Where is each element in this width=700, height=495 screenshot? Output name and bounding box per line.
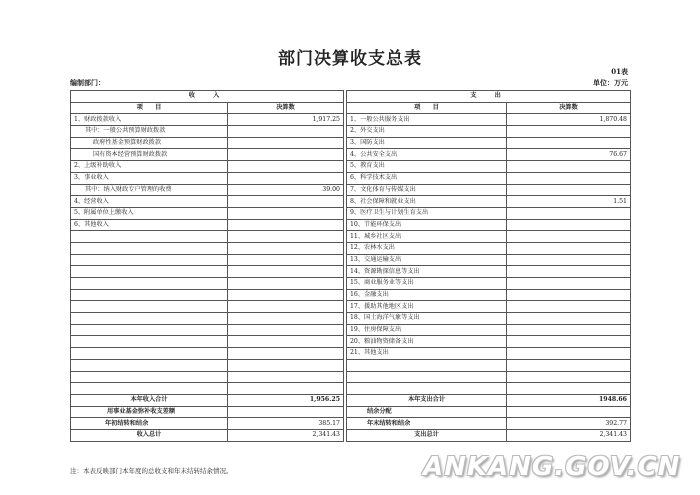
surplus-label: 结余分配 — [347, 406, 507, 418]
income-item-value — [228, 149, 344, 161]
income-item-value — [228, 126, 344, 138]
income-item-label: 6、其他收入 — [71, 219, 228, 231]
expense-item-label: 7、文化体育与传媒支出 — [347, 184, 507, 196]
table-row — [71, 266, 631, 278]
fund-value — [228, 406, 344, 418]
income-item-label — [71, 278, 228, 290]
income-item-label: 2、上级补助收入 — [71, 161, 228, 173]
income-item-value — [228, 348, 344, 360]
expense-item-label: 18、国土海洋气象等支出 — [347, 313, 507, 325]
income-total-value: 1,956.25 — [228, 394, 344, 406]
expense-item-label — [347, 371, 507, 383]
income-item-label — [71, 254, 228, 266]
income-item-value — [228, 301, 344, 313]
income-item-label — [71, 383, 228, 395]
expense-item-value — [507, 266, 631, 278]
income-item-value — [228, 172, 344, 184]
expense-item-value — [507, 383, 631, 395]
row-annual-total — [71, 394, 631, 406]
expense-item-value — [507, 348, 631, 360]
expense-item-label: 12、农林水支出 — [347, 242, 507, 254]
table-row — [71, 242, 631, 254]
expense-item-label — [347, 383, 507, 395]
expense-item-value — [507, 126, 631, 138]
expense-item-value — [507, 289, 631, 301]
expense-item-label: 11、城乡社区支出 — [347, 231, 507, 243]
income-item-value — [228, 137, 344, 149]
income-item-label — [71, 336, 228, 348]
end-label: 年末结转和结余 — [347, 418, 507, 430]
expense-item-label: 6、科学技术支出 — [347, 172, 507, 184]
table-row — [71, 348, 631, 360]
expense-item-label: 19、住房保障支出 — [347, 324, 507, 336]
compiler-label: 编制部门： — [70, 78, 105, 87]
income-item-label — [71, 324, 228, 336]
income-item-value — [228, 324, 344, 336]
income-item-value — [228, 242, 344, 254]
expense-amount-header: 决算数 — [507, 102, 631, 114]
income-amount-header: 决算数 — [228, 102, 344, 114]
expense-item-label: 16、金融支出 — [347, 289, 507, 301]
table-row — [71, 149, 631, 161]
expense-item-label: 13、交通运输支出 — [347, 254, 507, 266]
income-item-value — [228, 266, 344, 278]
page-title: 部门决算收支总表 — [278, 49, 422, 69]
income-item-label: 4、经营收入 — [71, 196, 228, 208]
expense-item-value — [507, 371, 631, 383]
income-item-value — [228, 254, 344, 266]
budget-summary-table — [70, 90, 631, 442]
income-item-value — [228, 383, 344, 395]
income-item-label: 1、财政拨款收入 — [71, 114, 228, 126]
income-item-value — [228, 313, 344, 325]
expense-item-label: 10、节能环保支出 — [347, 219, 507, 231]
income-item-header: 项 目 — [71, 102, 228, 114]
expense-item-label: 5、教育支出 — [347, 161, 507, 173]
table-row — [71, 184, 631, 196]
row-grand-total — [71, 429, 631, 441]
expense-item-value — [507, 172, 631, 184]
watermark-logo: ANKANG.GOV.CN — [423, 452, 681, 482]
footnote: 注：本表反映部门本年度的总收支和年末结转结余情况。 — [70, 467, 233, 475]
table-row — [71, 137, 631, 149]
expense-item-value — [507, 324, 631, 336]
begin-value: 385.17 — [228, 418, 344, 430]
income-item-value — [228, 196, 344, 208]
expense-item-label: 20、粮油物资储备支出 — [347, 336, 507, 348]
income-item-value — [228, 231, 344, 243]
expense-item-label: 15、商业服务业等支出 — [347, 278, 507, 290]
expense-item-label: 14、资源勘探信息等支出 — [347, 266, 507, 278]
income-item-value — [228, 161, 344, 173]
table-row — [71, 231, 631, 243]
expense-item-value — [507, 161, 631, 173]
header-row-columns — [71, 102, 631, 114]
table-row — [71, 278, 631, 290]
end-value: 392.77 — [507, 418, 631, 430]
expense-item-value — [507, 137, 631, 149]
income-item-value — [228, 371, 344, 383]
expense-item-value: 1,870.48 — [507, 114, 631, 126]
income-item-label: 政府性基金预算财政拨款 — [71, 137, 228, 149]
expense-item-value — [507, 313, 631, 325]
expense-item-value: 1.51 — [507, 196, 631, 208]
income-item-value — [228, 289, 344, 301]
expense-item-value — [507, 336, 631, 348]
income-item-label — [71, 301, 228, 313]
income-item-label: 其中：纳入财政专户管理的收费 — [71, 184, 228, 196]
expense-total-label: 本年支出合计 — [347, 394, 507, 406]
expense-item-value — [507, 278, 631, 290]
income-item-label — [71, 289, 228, 301]
expense-item-value — [507, 219, 631, 231]
income-item-label — [71, 359, 228, 371]
row-fund-surplus — [71, 406, 631, 418]
income-header: 收 入 — [71, 91, 344, 103]
expense-item-header: 项 目 — [347, 102, 507, 114]
expense-item-label: 9、医疗卫生与计划生育支出 — [347, 207, 507, 219]
expense-item-value — [507, 301, 631, 313]
header-row-sections — [71, 91, 631, 103]
income-item-label: 国有资本经营预算财政拨款 — [71, 149, 228, 161]
expense-item-value — [507, 254, 631, 266]
expense-item-value — [507, 231, 631, 243]
expense-item-label: 21、其他支出 — [347, 348, 507, 360]
expense-item-label — [347, 359, 507, 371]
table-row — [71, 359, 631, 371]
table-row — [71, 313, 631, 325]
income-total-label: 本年收入合计 — [71, 394, 228, 406]
expense-item-value — [507, 242, 631, 254]
income-item-label — [71, 313, 228, 325]
income-item-label — [71, 242, 228, 254]
income-item-value: 1,917.25 — [228, 114, 344, 126]
grand-expense-label: 支出总计 — [347, 429, 507, 441]
row-carryover — [71, 418, 631, 430]
income-item-label: 其中：一般公共预算财政拨款 — [71, 126, 228, 138]
table-row — [71, 172, 631, 184]
form-number: 01表 — [611, 67, 628, 76]
unit-label: 单位：万元 — [593, 78, 628, 87]
table-row — [71, 383, 631, 395]
table-row — [71, 161, 631, 173]
table-row — [71, 196, 631, 208]
table-row — [71, 219, 631, 231]
expense-item-label: 3、国防支出 — [347, 137, 507, 149]
expense-item-value — [507, 207, 631, 219]
expense-total-value: 1948.66 — [507, 394, 631, 406]
table-row — [71, 114, 631, 126]
table-row — [71, 371, 631, 383]
expense-item-label: 1、一般公共服务支出 — [347, 114, 507, 126]
table-row — [71, 289, 631, 301]
income-item-label — [71, 348, 228, 360]
fund-label: 用事业基金弥补收支差额 — [71, 406, 228, 418]
expense-item-label: 4、公共安全支出 — [347, 149, 507, 161]
income-item-value — [228, 219, 344, 231]
table-row — [71, 301, 631, 313]
table-row — [71, 207, 631, 219]
expense-item-value — [507, 359, 631, 371]
begin-label: 年初结转和结余 — [71, 418, 228, 430]
surplus-value — [507, 406, 631, 418]
table-row — [71, 254, 631, 266]
income-item-value — [228, 359, 344, 371]
income-item-value: 39.00 — [228, 184, 344, 196]
income-item-label — [71, 371, 228, 383]
table-row — [71, 336, 631, 348]
expense-item-value — [507, 184, 631, 196]
income-item-label — [71, 266, 228, 278]
income-item-value — [228, 207, 344, 219]
expense-item-label: 17、援助其他地区支出 — [347, 301, 507, 313]
grand-expense-value: 2,341.43 — [507, 429, 631, 441]
income-item-value — [228, 336, 344, 348]
expense-item-label: 8、社会保障和就业支出 — [347, 196, 507, 208]
expense-item-value: 76.67 — [507, 149, 631, 161]
expense-header: 支 出 — [347, 91, 631, 103]
income-item-label: 5、附属单位上缴收入 — [71, 207, 228, 219]
grand-income-label: 收入总计 — [71, 429, 228, 441]
income-item-label: 3、事业收入 — [71, 172, 228, 184]
income-item-value — [228, 278, 344, 290]
table-row — [71, 324, 631, 336]
table-row — [71, 126, 631, 138]
table-body — [71, 91, 631, 442]
expense-item-label: 2、外交支出 — [347, 126, 507, 138]
grand-income-value: 2,341.43 — [228, 429, 344, 441]
income-item-label — [71, 231, 228, 243]
